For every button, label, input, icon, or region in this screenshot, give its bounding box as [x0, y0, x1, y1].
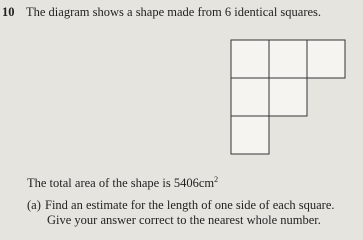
- part-a: [27, 198, 335, 227]
- square-3: [307, 40, 345, 78]
- part-a-text-line1: Find an estimate for the length of one side of each square.: [45, 198, 335, 212]
- area-prefix: The total area of the shape is: [27, 176, 174, 190]
- area-statement: [27, 172, 218, 191]
- question-number: 10: [2, 5, 15, 19]
- square-6: [231, 116, 269, 154]
- area-exponent: 2: [214, 175, 219, 184]
- square-2: [269, 40, 307, 78]
- area-unit: cm: [198, 176, 215, 190]
- square-5: [269, 78, 307, 116]
- area-value: 5406: [173, 176, 199, 190]
- square-1: [231, 40, 269, 78]
- part-a-text-line2: Give your answer correct to the nearest whole number.: [47, 213, 321, 227]
- part-a-label: (a): [27, 198, 41, 212]
- square-4: [231, 78, 269, 116]
- question-stem: The diagram shows a shape made from 6 identical squares.: [26, 5, 322, 19]
